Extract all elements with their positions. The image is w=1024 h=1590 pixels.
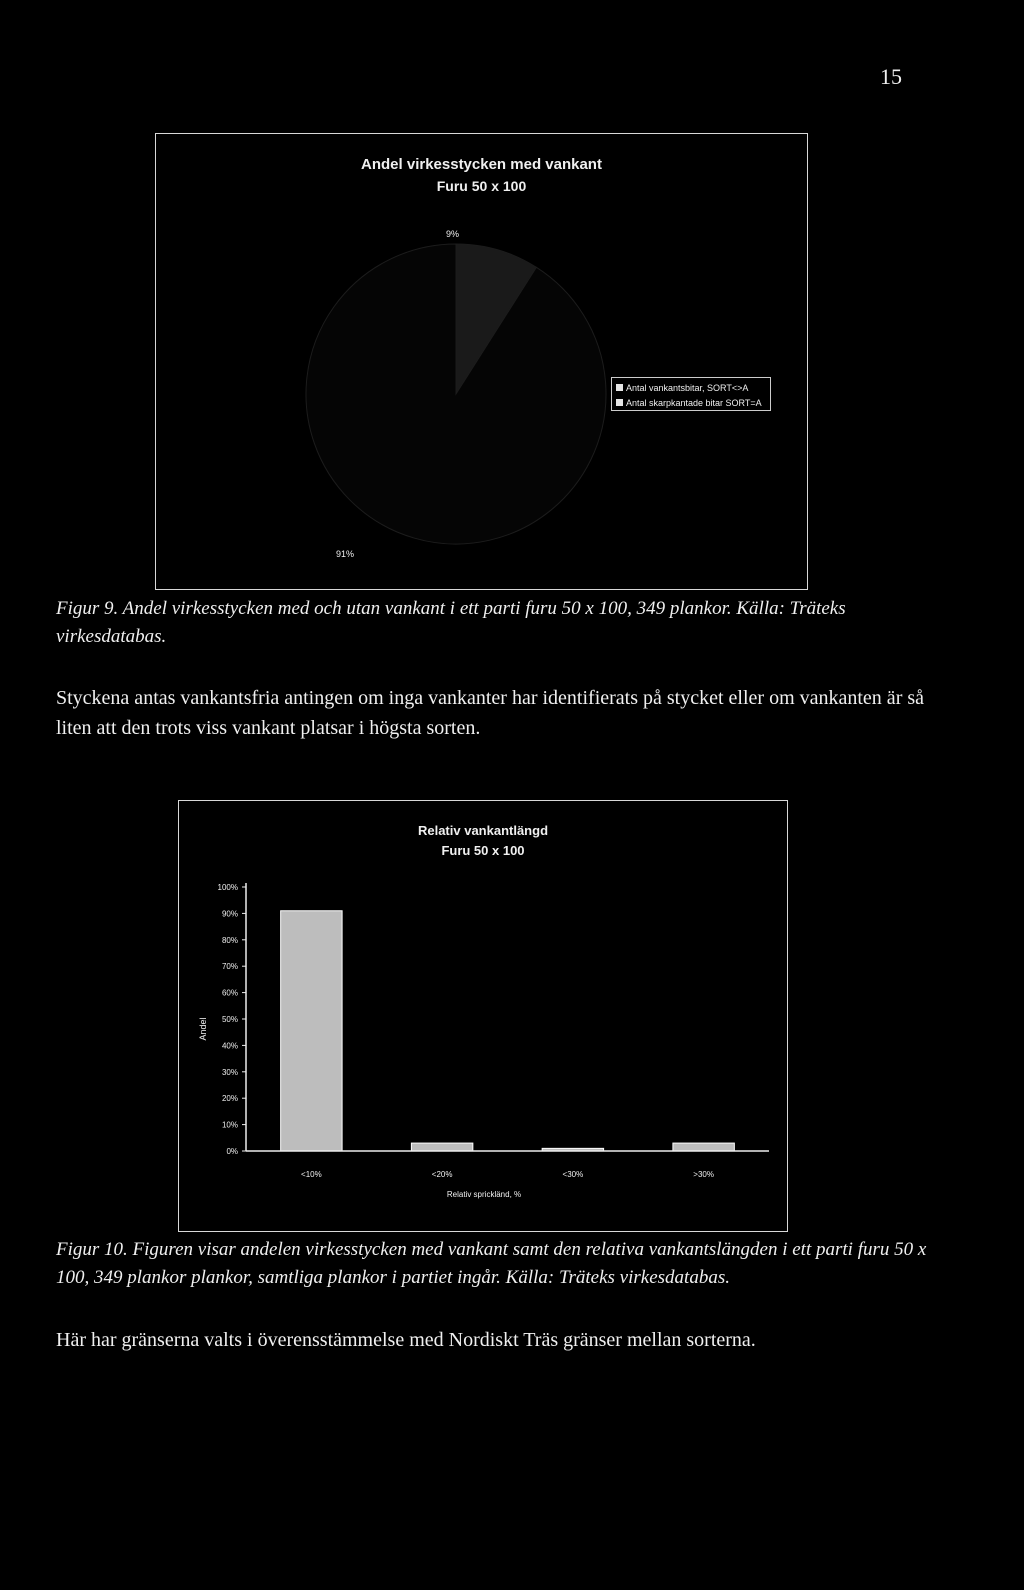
bar-chart-svg [179,801,789,1233]
pie-chart-frame [155,133,808,590]
slice-label-small: 9% [446,229,460,239]
y-tick-label: 0% [226,1147,238,1156]
y-tick-label: 20% [221,1094,238,1104]
chart-subtitle: Furu 50 x 100 [436,178,527,194]
legend-item [616,380,766,395]
y-tick-label: 10% [221,1120,238,1130]
page-number: 15 [880,64,902,89]
x-axis [246,1151,769,1179]
y-tick-label: 90% [221,909,238,919]
legend-label: Antal vankantsbitar, SORT<>A [626,382,749,393]
bars [281,911,735,1151]
y-tick-label: 40% [221,1041,238,1051]
legend-swatch [616,384,623,391]
y-tick-label: 100% [217,883,238,892]
paragraph-2: Här har gränserna valts i överensstämmelse med Nordiskt Träs gränser mellan sorterna. [56,1329,756,1351]
x-tick-label: <30% [562,1170,584,1179]
bar [673,1143,734,1151]
y-axis-label: Andel [198,1017,208,1041]
chart-title: Relativ vankantlängd [417,823,549,838]
legend [611,377,771,411]
bar-chart-frame [178,800,788,1232]
legend-item [616,395,766,410]
bar [281,911,342,1151]
pie-slice [306,244,606,544]
figure-9-caption: Figur 9. Andel virkesstycken med och utan vankant i ett parti furu 50 x 100, 349 plankor. Källa: Träteks virkesdatabas. [56,598,846,647]
y-axis [218,883,246,1156]
figure-10-caption: Figur 10. Figuren visar andelen virkesstycken med vankant samt den relativa vankantslängden i ett parti furu 50 x 100, 349 plankor plankor, samtliga plankor i partiet ingår. Källa: Träteks virkesdatabas. [56,1239,927,1288]
y-tick-label: 60% [221,988,238,998]
y-tick-label: 70% [221,962,238,972]
y-tick-label: 80% [221,935,238,945]
paragraph-1: Styckena antas vankantsfria antingen om inga vankanter har identifierats på stycket eller om vankanten är så liten att den trots viss vankant platsar i högsta sorten. [56,687,925,739]
y-tick-label: 30% [221,1067,238,1077]
legend-label: Antal skarpkantade bitar SORT=A [626,397,762,408]
x-tick-label: >30% [693,1170,714,1179]
chart-subtitle: Furu 50 x 100 [441,843,525,858]
bar [411,1143,472,1151]
pie-svg [156,134,809,591]
legend-swatch [616,399,623,406]
x-tick-label: <10% [301,1170,322,1179]
x-tick-label: <20% [431,1170,453,1179]
chart-title: Andel virkesstycken med vankant [361,156,602,173]
x-axis-label: Relativ sprickländ, % [446,1190,522,1199]
y-tick-label: 50% [221,1015,238,1024]
slice-label-large: 91% [336,549,355,559]
